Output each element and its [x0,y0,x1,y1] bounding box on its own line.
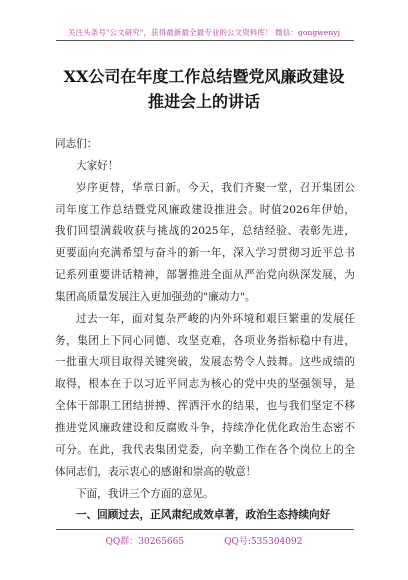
paragraph-line: 我们回望满载收获与挑战的2025年，总结经验、表彰先进， [55,225,355,238]
paragraph-line: 体同志们，表示衷心的感谢和崇高的敬意！ [55,465,257,478]
paragraph-line: 过去一年，面对复杂严峻的内外环境和艰巨繁重的发展任 [76,312,355,325]
footer-qq-group: QQ群：30265665 [105,537,185,547]
document-title [40,64,368,114]
paragraph-line: 取得，根本在于以习近平同志为核心的党中央的坚强领导，是 [55,378,355,391]
paragraph-line: 下面，我讲三个方面的意见。 [76,487,214,500]
header-divider [56,40,354,41]
paragraph-line: 集团高质量发展注入更加强劲的"廉动力"。 [55,290,256,303]
header-banner: 关注头条号"公文研究"，获得最新最全最专业的公文资料库！ 微信：gongwenyj [67,28,341,37]
paragraph-line: 务，集团上下同心同德、攻坚克难，各项业务指标稳中有进， [55,334,355,347]
paragraph-line: 一批重大项目取得关键突破，发展态势令人鼓舞。这些成绩的 [55,356,355,369]
paragraph-line: 司年度工作总结暨党风廉政建设推进会。时值2026年伊始， [55,203,355,216]
document-body [55,134,355,527]
footer-qq-number: QQ号:535304092 [224,537,303,547]
salutation: 同志们： [55,138,98,150]
paragraph-line: 可分。在此，我代表集团党委，向辛勤工作在各个岗位上的全 [55,443,355,456]
footer-divider [56,529,354,530]
title-line-2: 推进会上的讲话 [147,92,260,111]
paragraph-line: 更要面向充满希望与奋斗的新一年，深入学习贯彻习近平总书 [55,247,355,260]
paragraph-line: 记系列重要讲话精神，部署推进全面从严治党向纵深发展，为 [55,269,355,282]
paragraph-line: 全体干部职工团结拼搏、挥洒汗水的结果，也与我们坚定不移 [55,400,355,413]
paragraph-line: 岁序更替，华章日新。今天，我们齐聚一堂，召开集团公 [76,181,355,194]
section-heading: 一、回顾过去，正风肃纪成效卓著，政治生态持续向好 [76,509,331,522]
title-line-1: XX公司在年度工作总结暨党风廉政建设 [63,67,345,86]
greeting: 大家好！ [76,159,119,172]
footer-banner [0,534,408,547]
paragraph-line: 推进党风廉政建设和反腐败斗争，持续净化优化政治生态密不 [55,421,355,434]
